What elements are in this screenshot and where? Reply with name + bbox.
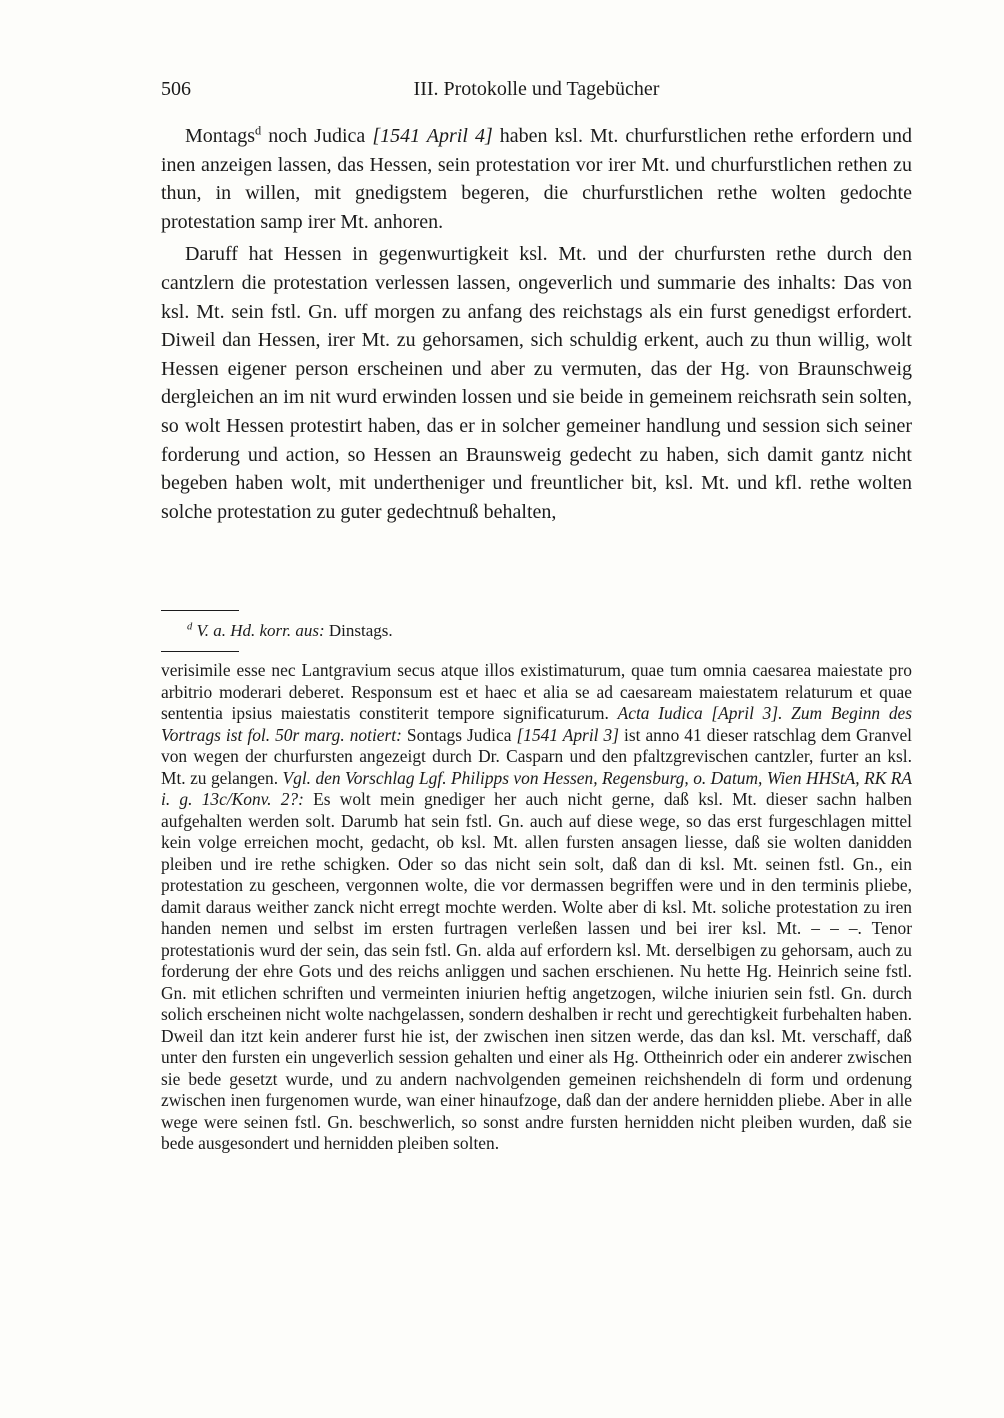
page-number: 506 bbox=[161, 78, 191, 100]
footnote-separator-2 bbox=[161, 651, 239, 652]
paragraph-1: Montags$^d$ noch Judica [1541 April 4] haben ksl. Mt. churfurstlichen rethe erfordern und inen anzeigen lassen, das Hessen, sein protestation vor irer Mt. und churfurstlichen rethen zu thun, in willen, mit gnedigstem begeren, die churfurstlichen rethe wolten gedochte protestation samp irer Mt. anhoren. bbox=[161, 123, 912, 233]
footnote-continuation: verisimile esse nec Lantgravium secus atque illos existimaturum, quae tum omnia caesarea maiestate pro arbitrio moderari deberet. Responsum est et haec et alia se ad caesaream maiestatem relaturum et quae sententia ipsius maiestatis constiterit tempore significaturum. Acta Iudica [April 3]. Zum Beginn des Vortrags ist fol. 50r marg. notiert: Sontags Judica [1541 April 3] ist anno 41 dieser ratschlag dem Granvel von wegen der churfursten angezeigt durch Dr. Casparn und den pfaltzgrevischen cantzler, furter an ksl. Mt. zu gelangen. Vgl. den Vorschlag Lgf. Philipps von Hessen, Regensburg, o. Datum, Wien HHStA, RK RA i. g. 13c/Konv. 2?: Es wolt mein gnediger her auch nicht gerne, daß ksl. Mt. dieser sachn halben aufgehalten werden solt. Darumb hat sein fstl. Gn. auch auf diese wege, so das erst furgeschlagen mittel kein volge erreichen mocht, gedacht, ob ksl. Mt. allen fursten ansagen liesse, daß sie wolten danidden pleiben und ire rethe schigken. Oder so das nicht sein solt, daß dan di ksl. Mt. seinen fstl. Gn., ein protestation zu gescheen, vergonnen wolte, die vor dermassen begriffen were und in den terminis pliebe, damit daraus weither zanck nicht erregt mochte werden. Wolte aber di ksl. Mt. soliche protestation zu iren handen nemen und selbst im ersten furtragen verleßen lassen und bei irer ksl. Mt. – – –. Tenor protestationis wurd der sein, das sein fstl. Gn. alda auf erfordern ksl. Mt. derselbigen zu gehorsam, auch zu forderung der ehre Gots und des reichs anliggen und sachen erschienen. Nu hette Hg. Heinrich seine fstl. Gn. mit etlichen schriften und vermeinten iniurien heftig angetzogen, wilche iniurien sein fstl. Gn. durch solich erscheinen nicht wolte nachgelassen, sondern deshalben ir recht und gerechtigkeit furbehalten haben. Dweil dan itzt kein anderer furst hie ist, der zwischen inen sitzen werde, das dan ksl. Mt. verschaff, daß unter den fursten ein ungeverlich session gehalten und einer als Hg. Ottheinrich oder ein anderer zwischen sie bede gesetzt wurde, und zu andern nachvolgenden gemeinen reichshendeln di form und ordenung zwischen inen furgenomen wurde, wan einer hinaufzoge, daß dan der andere hernidden pliebe. Aber in alle wege were seinen fstl. Gn. beschwerlich, so sonst andre fursten hernidden nicht pleiben wurden, daß sie bede ausgesondert und hernidden pleiben solten. bbox=[161, 660, 912, 1154]
page-header bbox=[161, 78, 912, 104]
footnote-separator bbox=[161, 610, 239, 611]
paragraph-2: Daruff hat Hessen in gegenwurtigkeit ksl. Mt. und der churfursten rethe durch den cantzlern die protestation verlessen lassen, ongeverlich und summarie des inhalts: Das von ksl. Mt. sein fstl. Gn. uff morgen zu anfang des reichstags als ein furst genedigst erfordert. Diweil dan Hessen, irer Mt. zu gehorsamen, sich schuldig erkent, auch zu thun willig, wolt Hessen eigener person erscheinen und aber zu vermuten, das der Hg. von Braunschweig dergleichen an im nit wurd erwinden lossen und sie beide in gemeinem reichsrath sein solten, so wolt Hessen protestirt haben, das er in solcher gemeiner handlung und session sich seiner forderung und action, so Hessen an Braunsweig gedecht zu haben, sich damit gantz nicht begeben haben wolt, mit undertheniger und freuntlicher bit, ksl. Mt. und kfl. rethe wolten solche protestation zu guter gedechtnuß behalten, bbox=[161, 243, 912, 523]
running-title: III. Protokolle und Tagebücher bbox=[413, 78, 660, 100]
book-page bbox=[161, 78, 912, 1155]
footnote-apparatus-d: $^d$ V. a. Hd. korr. aus: Dinstags. bbox=[187, 621, 393, 641]
main-text bbox=[161, 122, 912, 526]
